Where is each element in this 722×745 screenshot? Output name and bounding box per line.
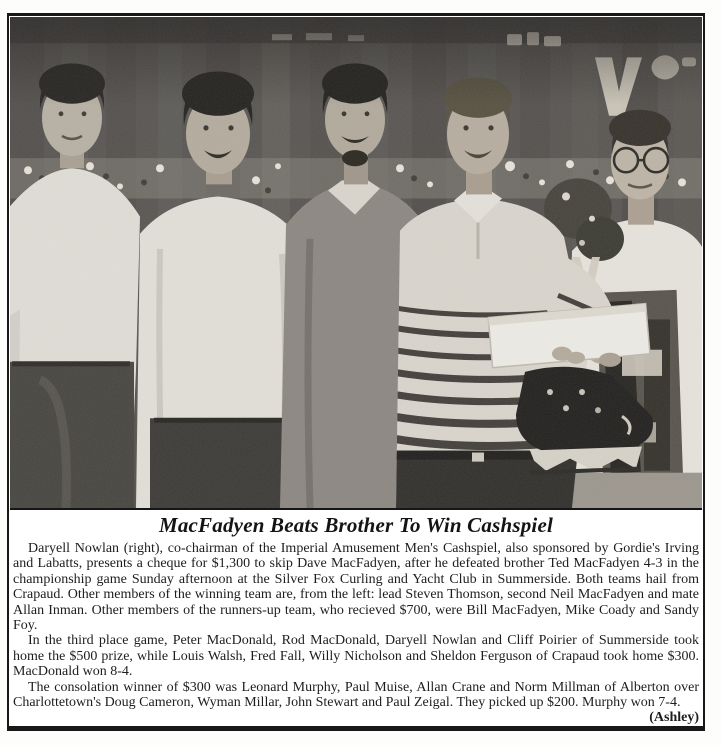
news-photo bbox=[10, 17, 702, 510]
caption-paragraph-3 bbox=[13, 679, 699, 726]
caption-paragraph-3-text: The consolation winner of $300 was Leonard Murphy, Paul Muise, Allan Crane and Norm Millman of Alberton over Charlottetown's Doug Cameron, Wyman Millar, John Stewart and Paul Zeigal. They picked up $200. Murphy won 7-4. bbox=[13, 679, 699, 711]
caption-area bbox=[9, 510, 703, 726]
photo-credit: (Ashley) bbox=[649, 710, 699, 726]
newspaper-clipping-frame bbox=[7, 13, 705, 731]
news-photo-drawing bbox=[10, 17, 702, 508]
caption-paragraph-1: Daryell Nowlan (right), co-chairman of the Imperial Amusement Men's Cashspiel, also sponsored by Gordie's Irving and Labatts, presents a cheque for $1,300 to skip Dave MacFadyen, after he defeated brother Ted MacFadyen 4-3 in the championship game Sunday afternoon at the Silver Fox Curling and Yacht Club in Summerside. Both teams hail from Crapaud. Other members of the winning team are, from the left: lead Steven Thomson, second Neil MacFadyen and mate Allan Inman. Other members of the runners-up team, who recieved $700, were Bill MacFadyen, Mike Coady and Sandy Foy. bbox=[13, 541, 699, 634]
photo-grain bbox=[10, 17, 702, 508]
article-headline: MacFadyen Beats Brother To Win Cashspiel bbox=[158, 513, 554, 537]
caption-paragraph-2: In the third place game, Peter MacDonald, Rod MacDonald, Daryell Nowlan and Cliff Poirier of Summerside took home the $500 prize, while Louis Walsh, Fred Fall, Willy Nicholson and Sheldon Ferguson of Crapaud took home $300. MacDonald won 8-4. bbox=[13, 633, 699, 680]
